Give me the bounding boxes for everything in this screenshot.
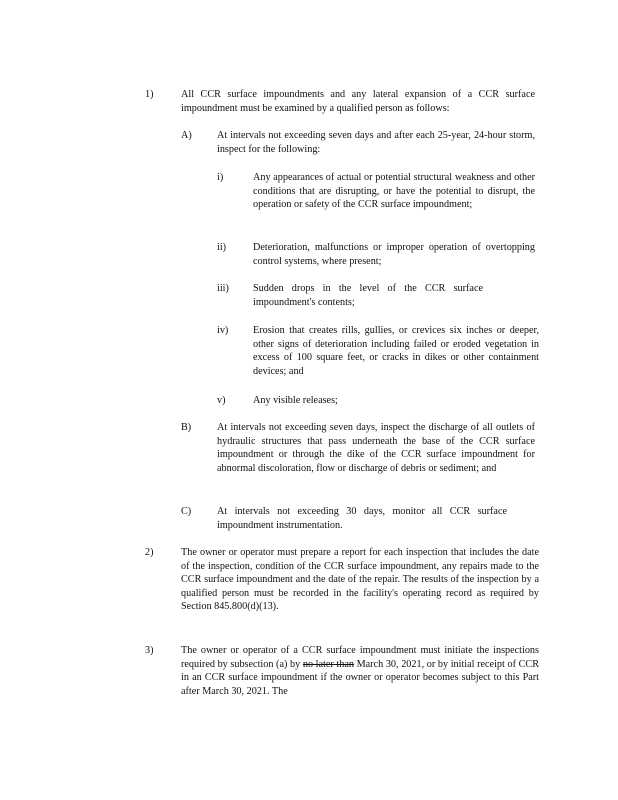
- item-1a-text: At intervals not exceeding seven days and after each 25-year, 24-hour storm, inspect for the following:: [217, 130, 535, 155]
- item-1c-text: At intervals not exceeding 30 days, monitor all CCR surface impoundment instrumentation.: [217, 506, 507, 531]
- subitem-iii-text: Sudden drops in the level of the CCR surface impoundment's contents;: [253, 283, 483, 308]
- item-1a-label: A): [181, 130, 192, 141]
- subitem-i-text: Any appearances of actual or potential structural weakness and other conditions that are disrupting, or have the potential to disrupt, the operation or safety of the CCR surface impoundment;: [253, 172, 535, 211]
- subitem-iv-text: Erosion that creates rills, gullies, or crevices six inches or deeper, other signs of deterioration including failed or eroded vegetation in excess of 100 square feet, or cracks in dikes or other containment devices; and: [253, 325, 539, 377]
- subitem-i-label: i): [217, 172, 224, 183]
- subitem-iv-label: iv): [217, 325, 229, 336]
- item-1b-label: B): [181, 422, 192, 433]
- item-1b-text: At intervals not exceeding seven days, inspect the discharge of all outlets of hydraulic structures that pass underneath the base of the CCR surface impoundment or through the dike of the CCR surface impoundment for abnormal discoloration, flow or discharge of debris or sediment; and: [217, 422, 535, 474]
- subitem-v-label: v): [217, 395, 226, 406]
- item-1c-label: C): [181, 506, 192, 517]
- item-3-text-before: The owner or operator of a CCR surface impoundment must initiate the inspections required by subsection (a) by: [181, 645, 539, 670]
- item-2-text: The owner or operator must prepare a report for each inspection that includes the date of the inspection, condition of the CCR surface impoundment, any repairs made to the CCR surface impoundment and the date of the repair. The results of the inspection by a qualified person must be recorded in the facility's operating record as required by Section 845.800(d)(13).: [181, 547, 539, 613]
- item-3-struck-text: no later than: [302, 658, 354, 670]
- item-3-text-after: March 30, 2021, or by initial receipt of CCR in an CCR surface impoundment if the owner or operator becomes subject to this Part after March 30, 2021. The: [181, 658, 539, 697]
- subitem-v-text: Any visible releases;: [253, 395, 338, 406]
- subitem-ii-label: ii): [217, 242, 227, 253]
- item-1-text: All CCR surface impoundments and any lateral expansion of a CCR surface impoundment must be examined by a qualified person as follows:: [181, 89, 535, 114]
- item-1-number: 1): [145, 89, 154, 100]
- subitem-iii-label: iii): [217, 283, 229, 294]
- item-3-text: [181, 644, 539, 698]
- item-2-number: 2): [145, 547, 154, 558]
- item-3-number: 3): [145, 645, 154, 656]
- subitem-ii-text: Deterioration, malfunctions or improper operation of overtopping control systems, where present;: [253, 242, 535, 267]
